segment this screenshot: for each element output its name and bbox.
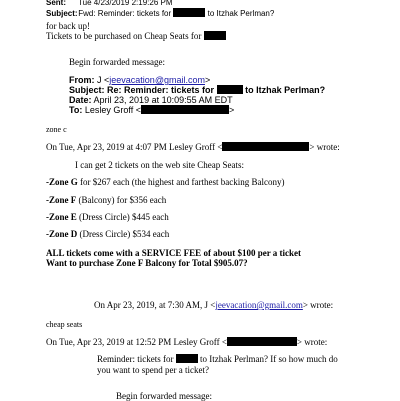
quote-2-suffix: > wrote:	[302, 300, 334, 310]
fwd-subject-suffix: to Itzhak Perlman?	[245, 85, 326, 95]
fwd-to-name: Lesley Groff <	[84, 105, 141, 115]
fwd-date-label: Date:	[69, 95, 92, 105]
redaction-block	[222, 142, 309, 151]
quote-2-prefix: On Apr 23, 2019, at 7:30 AM, J <	[94, 300, 216, 310]
fwd-to-label: To:	[69, 105, 83, 115]
zone-g-label: -Zone G	[46, 177, 78, 187]
zone-d-line	[46, 229, 169, 239]
begin-forwarded-2: Begin forwarded message:	[116, 391, 212, 401]
fwd-from-row	[69, 75, 210, 85]
zone-c-text: zone c	[46, 125, 67, 134]
zone-g-line	[46, 177, 284, 187]
redaction-block	[173, 8, 205, 17]
zone-e-desc: (Dress Circle) $445 each	[76, 212, 169, 222]
fwd-to-row	[69, 105, 234, 115]
fwd-date-value: April 23, 2019 at 10:09:55 AM EDT	[93, 95, 233, 105]
begin-forwarded-1: Begin forwarded message:	[69, 57, 165, 67]
subject-row	[46, 8, 274, 18]
cheap-seats-text: cheap seats	[46, 320, 83, 329]
sent-row	[46, 0, 173, 7]
subject-prefix: Fwd: Reminder: tickets for	[78, 9, 172, 18]
redaction-block	[217, 85, 243, 94]
reminder-line-1	[97, 354, 338, 364]
subject-suffix: to Itzhak Perlman?	[207, 9, 275, 18]
sent-label: Sent:	[46, 0, 66, 7]
quote-3-prefix: On Tue, Apr 23, 2019 at 12:52 PM Lesley Groff <	[46, 337, 227, 347]
purchase-question-line: Want to purchase Zone F Balcony for Total $905.07?	[46, 258, 248, 268]
redaction-block	[227, 337, 297, 346]
quote-3-suffix: > wrote:	[296, 337, 328, 347]
intro-line-2-text: Tickets to be purchased on Cheap Seats for	[46, 31, 202, 41]
quote-1-header	[46, 142, 340, 152]
fwd-to-close: >	[228, 105, 235, 115]
zone-g-desc: for $267 each (the highest and farthest backing Balcony)	[77, 177, 285, 187]
fwd-subject-prefix: Re: Reminder: tickets for	[107, 85, 215, 95]
fwd-subject-label: Subject:	[69, 85, 105, 95]
fwd-from-close: >	[204, 75, 211, 85]
quote-3-header	[46, 337, 327, 347]
subject-label: Subject:	[46, 9, 78, 18]
service-fee-line: ALL tickets come with a SERVICE FEE of about $100 per a ticket	[46, 248, 302, 258]
quote-1-intro: I can get 2 tickets on the web site Cheap Seats:	[75, 160, 244, 170]
fwd-from-name: J <	[97, 75, 110, 85]
zone-f-desc: (Balcony) for $356 each	[76, 195, 167, 205]
zone-d-desc: (Dress Circle) $534 each	[77, 229, 170, 239]
quote-1-prefix: On Tue, Apr 23, 2019 at 4:07 PM Lesley Groff <	[46, 142, 223, 152]
zone-f-line	[46, 195, 166, 205]
fwd-from-email-link[interactable]: jeevacation@gmail.com	[109, 75, 205, 85]
zone-d-label: -Zone D	[46, 229, 78, 239]
zone-f-label: -Zone F	[46, 195, 77, 205]
zone-e-line	[46, 212, 169, 222]
redaction-block	[141, 105, 229, 114]
quote-2-email-link[interactable]: jeevacation@gmail.com	[215, 300, 303, 310]
reminder-suffix: to Itzhak Perlman? If so how much do	[199, 354, 338, 364]
reminder-prefix: Reminder: tickets for	[97, 354, 174, 364]
redaction-block	[204, 31, 226, 40]
fwd-from-label: From:	[69, 75, 95, 85]
redaction-block	[176, 354, 198, 363]
sent-value: Tue 4/23/2019 2:19:26 PM	[78, 0, 173, 7]
zone-e-label: -Zone E	[46, 212, 77, 222]
quote-1-suffix: > wrote:	[309, 142, 340, 152]
intro-line-1: for back up!	[46, 21, 90, 31]
reminder-line-2: you want to spend per a ticket?	[97, 365, 209, 375]
fwd-date-row	[69, 95, 233, 105]
quote-2-header	[94, 300, 333, 310]
intro-line-2	[46, 31, 226, 41]
fwd-subject-row	[69, 85, 325, 95]
